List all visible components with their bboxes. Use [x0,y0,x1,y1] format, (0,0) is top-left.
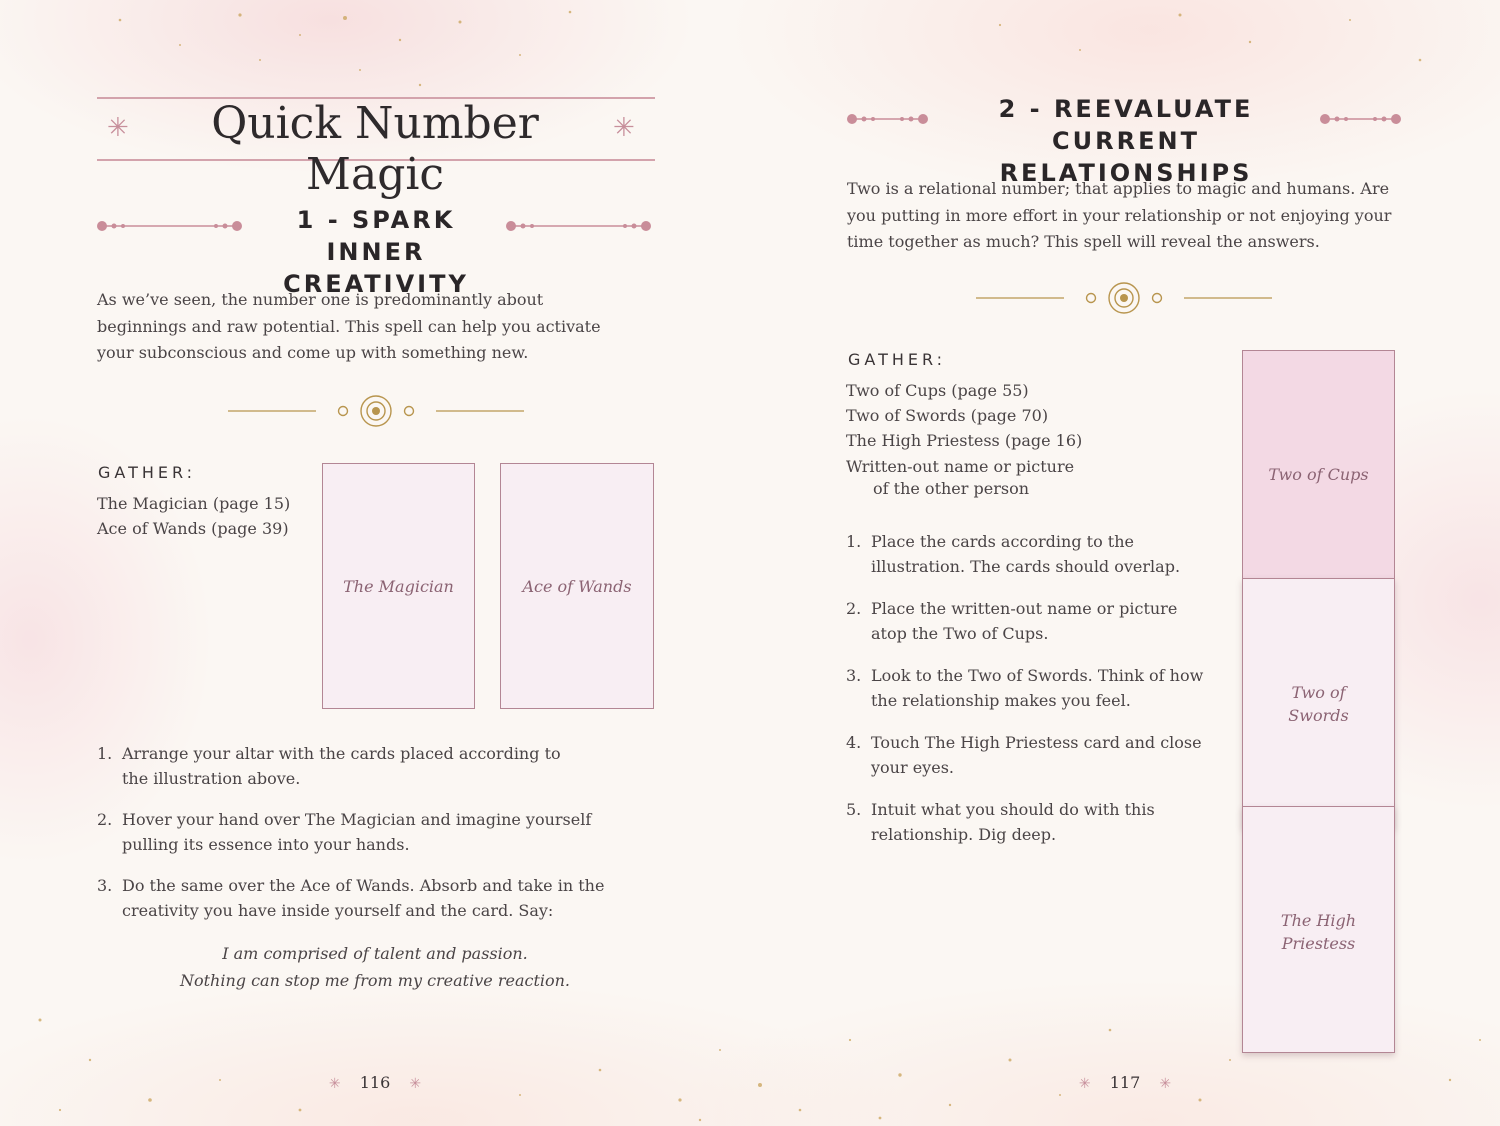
banner-title: Quick Number Magic [211,98,539,200]
bead-divider-icon [1319,112,1405,126]
gather-label: GATHER: [848,350,947,369]
spiral-divider-icon [976,280,1272,316]
gather-list [846,378,1146,500]
list-item: Two of Swords (page 70) [846,406,1049,425]
page-number-right: ✳ 117 ✳ [1078,1073,1172,1092]
gather-label: GATHER: [98,463,197,482]
section-heading-2: 2 - REEVALUATE CURRENT RELATIONSHIPS [998,95,1254,187]
list-item: The Magician (page 15) [97,494,291,513]
list-item: 4. Touch The High Priestess card and close your eyes. [846,733,1202,777]
list-item: 2. Hover your hand over The Magician and imagine yourself pulling its essence into your hands. [97,810,592,854]
sparkle-star-icon: ✳ [1078,1076,1091,1092]
card-the-high-priestess: The High Priestess [1242,806,1395,1053]
sparkle-star-icon: ✳ [328,1076,341,1092]
list-item: 5. Intuit what you should do with this relationship. Dig deep. [846,800,1155,844]
intro-paragraph: As we’ve seen, the number one is predominantly about beginnings and raw potential. This spell can help you activate your subconscious and come up with something new. [97,290,601,362]
sparkle-star-icon: ✳ [409,1076,422,1092]
bead-divider-icon [846,112,932,126]
steps-list [846,529,1226,847]
gather-list [97,491,317,541]
sparkle-star-icon: ✳ [613,113,635,143]
section-heading-1: 1 - SPARK INNER CREATIVITY [283,206,469,298]
list-item: 3. Look to the Two of Swords. Think of how the relationship makes you feel. [846,666,1204,710]
steps-list [97,741,637,923]
card-two-of-cups: Two of Cups [1242,350,1395,600]
bead-divider-icon [505,219,655,233]
list-item: 2. Place the written-out name or picture atop the Two of Cups. [846,599,1178,643]
card-ace-of-wands: Ace of Wands [500,463,654,709]
intro-paragraph: Two is a relational number; that applies to magic and humans. Are you putting in more effort in your relationship or not enjoying your time together as much? This spell will reveal the answers. [847,179,1392,251]
list-item: Two of Cups (page 55) [846,381,1029,400]
list-item: 1. Place the cards according to the illustration. The cards should overlap. [846,532,1181,576]
list-item: Ace of Wands (page 39) [97,519,289,538]
bead-divider-icon [96,219,246,233]
incantation: I am comprised of talent and passion. Nothing can stop me from my creative reaction. [179,944,571,990]
sparkle-star-icon: ✳ [1159,1076,1172,1092]
card-the-magician: The Magician [322,463,475,709]
list-item: 3. Do the same over the Ace of Wands. Absorb and take in the creativity you have inside yourself and the card. Say: [97,876,605,920]
page-number-left: ✳ 116 ✳ [328,1073,422,1092]
list-item: 1. Arrange your altar with the cards placed according to the illustration above. [97,744,561,788]
sparkle-star-icon: ✳ [107,113,129,143]
spiral-divider-icon [228,393,524,429]
list-item: The High Priestess (page 16) [846,431,1083,450]
card-two-of-swords: Two of Swords [1242,578,1395,828]
list-item: Written-out name or picture of the other person [846,457,1075,498]
